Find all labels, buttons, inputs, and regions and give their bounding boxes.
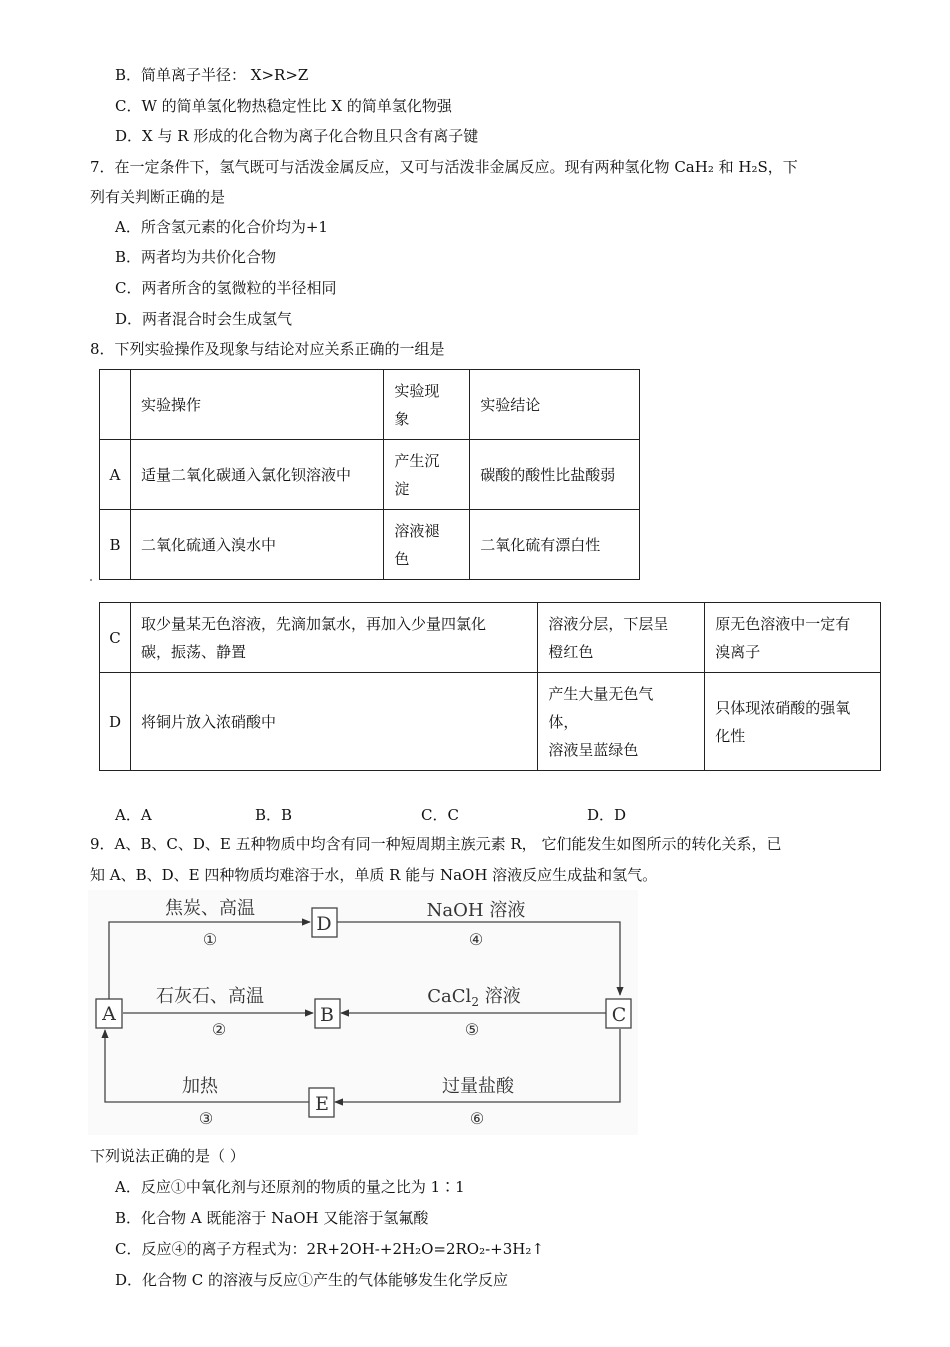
- q8-row-phenomenon: 溶液褪 色: [384, 510, 470, 580]
- edge-1-label: 焦炭、高温: [165, 898, 255, 919]
- q8-row-label: D: [100, 673, 131, 771]
- q8-answer-d: D．D: [587, 806, 627, 824]
- q9-stem-line1: 9．A、B、C、D、E 五种物质中均含有同一种短周期主族元素 R， 它们能发生如图所示的转化关系，已: [90, 835, 782, 853]
- q9-stem-line2: 知 A、B、D、E 四种物质均难溶于水，单质 R 能与 NaOH 溶液反应生成盐和氢气。: [90, 866, 658, 884]
- node-c: C: [611, 1004, 627, 1026]
- q8-answer-b: B．B: [255, 806, 293, 824]
- q8-row-label: B: [100, 510, 131, 580]
- node-b: B: [320, 1004, 334, 1026]
- q8-table-part1: [99, 369, 640, 580]
- q8-row-operation: 取少量某无色溶液，先滴加氯水，再加入少量四氯化 碳，振荡、静置: [130, 603, 537, 673]
- q9-question: 下列说法正确的是（ ）: [90, 1147, 245, 1165]
- q6-option-c: C．W 的简单氢化物热稳定性比 X 的简单氢化物强: [115, 97, 452, 115]
- q8-answer-c: C．C: [421, 806, 459, 824]
- q6-option-d: D．X 与 R 形成的化合物为离子化合物且只含有离子键: [115, 127, 479, 145]
- node-a: A: [102, 1003, 116, 1025]
- q8-row-conclusion: 碳酸的酸性比盐酸弱: [470, 440, 640, 510]
- q7-option-d: D．两者混合时会生成氢气: [115, 310, 293, 328]
- page-break-mark: [90, 579, 92, 581]
- edge-1-number: ①: [202, 930, 218, 949]
- q8-header-conclusion: 实验结论: [470, 370, 640, 440]
- q9-conversion-diagram: [88, 890, 638, 1135]
- q8-stem: 8．下列实验操作及现象与结论对应关系正确的一组是: [90, 340, 445, 358]
- edge-2-label: 石灰石、高温: [156, 986, 264, 1007]
- q7-stem-line1: 7．在一定条件下，氢气既可与活泼金属反应，又可与活泼非金属反应。现有两种氢化物 CaH₂ 和 H₂S，下: [90, 158, 798, 176]
- q8-row-conclusion: 只体现浓硝酸的强氧 化性: [705, 673, 881, 771]
- q7-option-c: C．两者所含的氢微粒的半径相同: [115, 279, 337, 297]
- node-d: D: [316, 913, 332, 935]
- q8-row-phenomenon: 产生大量无色气 体， 溶液呈蓝绿色: [538, 673, 705, 771]
- edge-4-number: ④: [468, 930, 484, 949]
- q8-header-operation: 实验操作: [130, 370, 383, 440]
- q7-option-b: B．两者均为共价化合物: [115, 248, 277, 266]
- edge-2-number: ②: [211, 1020, 227, 1039]
- q8-row-label: A: [100, 440, 131, 510]
- q8-header-row: [100, 370, 640, 440]
- q8-header-phenomenon: 实验现 象: [384, 370, 470, 440]
- edge-6-number: ⑥: [469, 1109, 485, 1128]
- q8-row-operation: 适量二氧化碳通入氯化钡溶液中: [130, 440, 383, 510]
- q8-row-a: [100, 440, 640, 510]
- edge-5-number: ⑤: [464, 1020, 480, 1039]
- q8-row-operation: 二氧化硫通入溴水中: [130, 510, 383, 580]
- edge-6-label: 过量盐酸: [442, 1076, 514, 1097]
- q8-row-d: [100, 673, 881, 771]
- q8-row-c: [100, 603, 881, 673]
- q8-answer-a: A．A: [115, 806, 152, 824]
- edge-3-label: 加热: [182, 1076, 218, 1097]
- q8-row-label: C: [100, 603, 131, 673]
- edge-5-label: CaCl$_2$ 溶液: [427, 986, 521, 1009]
- q8-row-phenomenon: 产生沉 淀: [384, 440, 470, 510]
- q8-row-operation: 将铜片放入浓硝酸中: [130, 673, 537, 771]
- q8-row-b: [100, 510, 640, 580]
- q6-option-b: B．简单离子半径： X>R>Z: [115, 66, 309, 84]
- q8-header-label: [100, 370, 131, 440]
- node-e: E: [315, 1093, 329, 1115]
- q8-row-phenomenon: 溶液分层，下层呈 橙红色: [538, 603, 705, 673]
- q8-row-conclusion: 原无色溶液中一定有 溴离子: [705, 603, 881, 673]
- q7-option-a: A．所含氢元素的化合价均为+1: [115, 218, 328, 236]
- edge-3-number: ③: [198, 1109, 214, 1128]
- q9-option-b: B．化合物 A 既能溶于 NaOH 又能溶于氢氟酸: [115, 1209, 429, 1227]
- q8-table-part2: [99, 602, 881, 771]
- q7-stem-line2: 列有关判断正确的是: [90, 188, 226, 206]
- edge-4-label: NaOH 溶液: [426, 900, 526, 921]
- q8-row-conclusion: 二氧化硫有漂白性: [470, 510, 640, 580]
- q9-option-a: A．反应①中氧化剂与还原剂的物质的量之比为 1∶1: [115, 1178, 465, 1196]
- q9-option-c: C．反应④的离子方程式为：2R+2OH-+2H₂O=2RO₂-+3H₂↑: [115, 1240, 544, 1258]
- q9-option-d: D．化合物 C 的溶液与反应①产生的气体能够发生化学反应: [115, 1271, 509, 1289]
